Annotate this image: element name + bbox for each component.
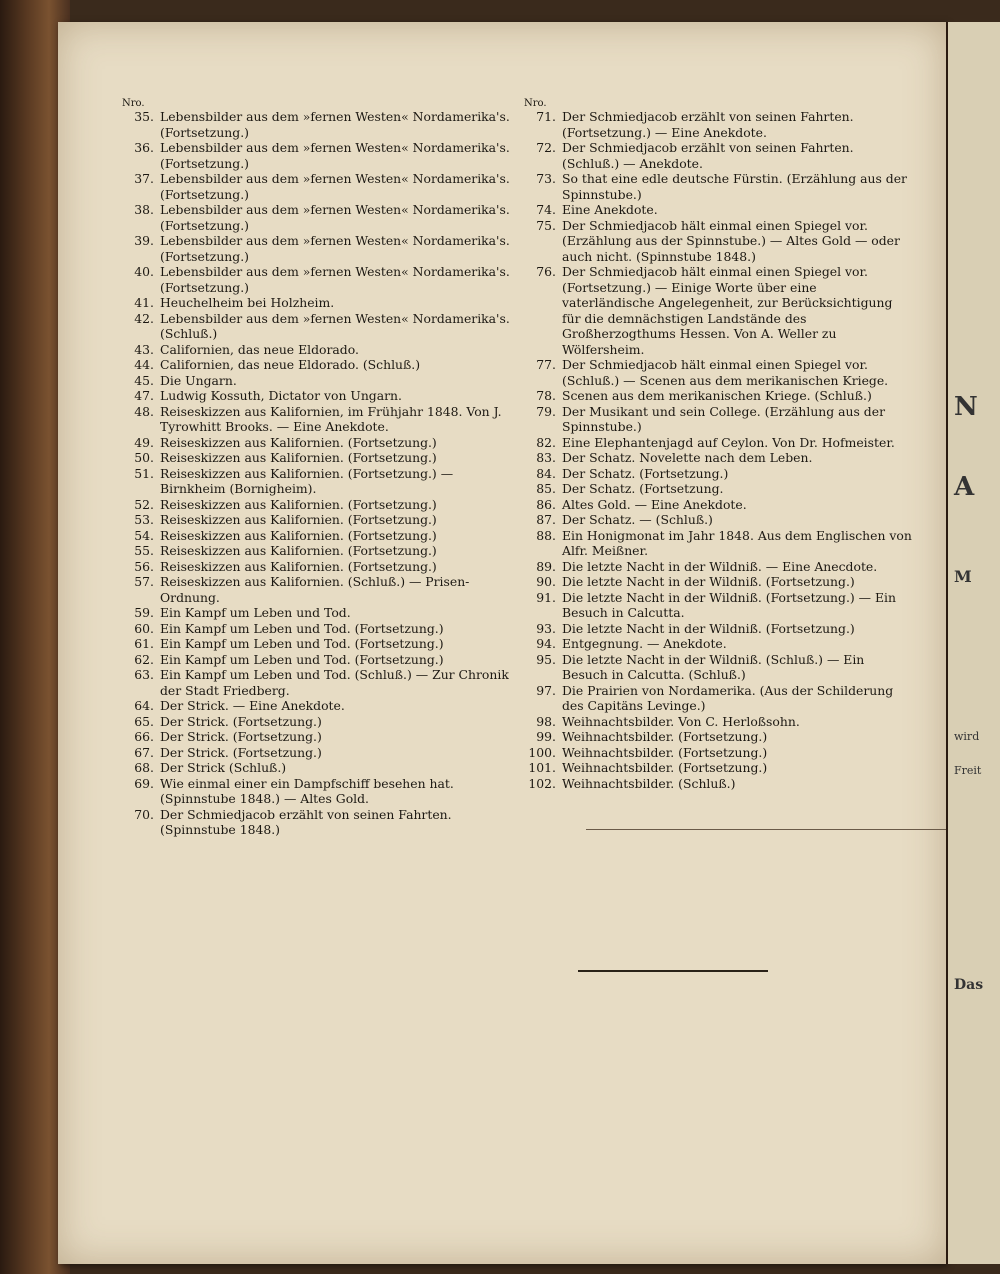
entry-number: 82. (536, 434, 556, 450)
contents-entry (520, 745, 912, 761)
contents-entry (520, 497, 912, 513)
entry-number: 88. (536, 527, 556, 543)
contents-entry (118, 636, 518, 652)
contents-entry (118, 543, 518, 559)
entry-number: 56. (134, 558, 154, 574)
entry-number: 86. (536, 496, 556, 512)
entry-title: Die Ungarn. (160, 372, 237, 388)
contents-entry (118, 745, 518, 761)
entry-number: 84. (536, 465, 556, 481)
edge-fragment: wird (954, 730, 980, 743)
entry-title: Der Musikant und sein College. (Erzählung aus der Spinnstube.) (562, 403, 885, 434)
contents-entry (520, 388, 912, 404)
contents-entry (118, 404, 518, 435)
contents-entry (118, 295, 518, 311)
entry-title: Reiseskizzen aus Kalifornien. (Schluß.) — Prisen-Ordnung. (160, 574, 470, 605)
entry-number: 37. (134, 171, 154, 186)
contents-entry (520, 636, 912, 652)
entry-title: Lebensbilder aus dem »fernen Westen« Nordamerika's. (Fortsetzung.) (160, 264, 510, 295)
entry-title: Weihnachtsbilder. (Schluß.) (562, 775, 736, 791)
entry-number: 73. (536, 171, 556, 186)
entry-title: Weihnachtsbilder. Von C. Herloßsohn. (562, 713, 800, 729)
entry-number: 64. (134, 698, 154, 713)
contents-entry (118, 109, 518, 140)
entry-number: 44. (134, 357, 154, 372)
contents-entry (520, 590, 912, 621)
entry-title: Der Schmiedjacob erzählt von seinen Fahrten. (Fortsetzung.) — Eine Anekdote. (562, 109, 854, 140)
contents-entry (118, 698, 518, 714)
contents-entry (118, 497, 518, 513)
contents-entry (118, 807, 518, 838)
entry-number: 69. (134, 775, 154, 791)
entry-number: 66. (134, 729, 154, 744)
entry-number: 72. (536, 140, 556, 155)
entry-number: 101. (528, 760, 556, 775)
entry-title: Lebensbilder aus dem »fernen Westen« Nordamerika's. (Fortsetzung.) (160, 233, 510, 264)
contents-entry (118, 450, 518, 466)
contents-entry (520, 574, 912, 590)
entry-number: 47. (134, 388, 154, 403)
contents-entry (118, 171, 518, 202)
entry-title: Wie einmal einer ein Dampfschiff besehen hat. (Spinnstube 1848.) — Altes Gold. (160, 775, 454, 806)
entry-title: Reiseskizzen aus Kalifornien. (Fortsetzung.) (160, 450, 437, 465)
entry-number: 76. (536, 264, 556, 279)
entry-title: Weihnachtsbilder. (Fortsetzung.) (562, 760, 768, 775)
contents-entry (520, 109, 912, 140)
contents-entry (118, 388, 518, 404)
entry-title: Lebensbilder aus dem »fernen Westen« Nordamerika's. (Fortsetzung.) (160, 140, 510, 171)
entry-number: 74. (536, 202, 556, 217)
entry-title: Reiseskizzen aus Kalifornien, im Frühjahr 1848. Von J. Tyrowhitt Brooks. — Eine Anekdote. (160, 403, 502, 434)
entry-title: Der Schmiedjacob erzählt von seinen Fahrten. (Schluß.) — Anekdote. (562, 140, 854, 171)
contents-entry (520, 404, 912, 435)
entry-title: Der Schmiedjacob hält einmal einen Spiegel vor. (Erzählung aus der Spinnstube.) — Altes Gold — oder auch nicht. (Spinnstube 1848.) (562, 217, 900, 264)
entry-number: 99. (536, 729, 556, 744)
entry-number: 39. (134, 233, 154, 248)
entry-number: 78. (536, 388, 556, 403)
bleed-rule (578, 970, 768, 972)
entry-title: Eine Anekdote. (562, 202, 658, 217)
entry-title: Der Strick. (Fortsetzung.) (160, 729, 322, 744)
entry-title: Der Schatz. (Fortsetzung.) (562, 465, 729, 481)
contents-entry (520, 528, 912, 559)
contents-entry (520, 450, 912, 466)
contents-entry (520, 357, 912, 388)
nro-header: Nro. (524, 98, 547, 109)
contents-entry (118, 466, 518, 497)
contents-entry (118, 776, 518, 807)
entry-number: 55. (134, 543, 154, 558)
entry-number: 42. (134, 310, 154, 326)
contents-entry (118, 760, 518, 776)
contents-entry (118, 202, 518, 233)
entry-title: Reiseskizzen aus Kalifornien. (Fortsetzung.) (160, 543, 437, 558)
contents-entry (520, 729, 912, 745)
entry-title: Der Schmiedjacob erzählt von seinen Fahrten. (Spinnstube 1848.) (160, 806, 452, 837)
entry-title: Reiseskizzen aus Kalifornien. (Fortsetzung.) (160, 496, 437, 512)
entry-title: Lebensbilder aus dem »fernen Westen« Nordamerika's. (Fortsetzung.) (160, 202, 510, 233)
entry-number: 63. (134, 667, 154, 682)
entry-title: Ein Honigmonat im Jahr 1848. Aus dem Englischen von Alfr. Meißner. (562, 527, 912, 558)
contents-entry (118, 729, 518, 745)
entry-title: Die letzte Nacht in der Wildniß. — Eine Anecdote. (562, 558, 878, 574)
entry-title: Die letzte Nacht in der Wildniß. (Fortsetzung.) (562, 574, 855, 589)
entry-number: 52. (134, 496, 154, 512)
edge-fragment: M (954, 567, 972, 586)
entry-number: 36. (134, 140, 154, 155)
entry-number: 79. (536, 403, 556, 419)
entry-title: Der Schatz. Novelette nach dem Leben. (562, 450, 813, 465)
divider-rule (586, 829, 971, 830)
entry-title: Der Schmiedjacob hält einmal einen Spiegel vor. (Fortsetzung.) — Einige Worte über eine vaterländische Angelegenheit, zur Berücksichtigung für die demnächstigen Landstände des Großherzogthums Hessen. Von A. Weller zu Wölfersheim. (562, 264, 893, 357)
contents-entry (520, 760, 912, 776)
entry-title: Reiseskizzen aus Kalifornien. (Fortsetzung.) (160, 434, 437, 450)
entry-number: 61. (134, 636, 154, 651)
entry-number: 59. (134, 605, 154, 620)
contents-entry (118, 574, 518, 605)
contents-entry (118, 435, 518, 451)
entry-title: Ein Kampf um Leben und Tod. (160, 605, 351, 620)
entry-title: Californien, das neue Eldorado. (Schluß.) (160, 357, 421, 372)
entry-title: Reiseskizzen aus Kalifornien. (Fortsetzung.) (160, 558, 437, 574)
edge-fragment: Das (954, 977, 984, 993)
entry-number: 94. (536, 636, 556, 651)
edge-fragment: A (954, 472, 975, 502)
entry-number: 50. (134, 450, 154, 465)
entry-title: Die letzte Nacht in der Wildniß. (Schluß.) — Ein Besuch in Calcutta. (Schluß.) (562, 651, 865, 682)
entry-title: Reiseskizzen aus Kalifornien. (Fortsetzung.) — Birnkheim (Bornigheim). (160, 465, 454, 496)
entry-number: 41. (134, 295, 154, 310)
nro-header: Nro. (122, 98, 145, 109)
entry-title: Die letzte Nacht in der Wildniß. (Fortsetzung.) (562, 620, 855, 636)
entry-number: 45. (134, 372, 154, 388)
entry-number: 97. (536, 682, 556, 698)
contents-column-right (520, 96, 912, 791)
entry-number: 49. (134, 434, 154, 450)
entry-number: 62. (134, 651, 154, 667)
contents-entry (118, 342, 518, 358)
entry-title: Weihnachtsbilder. (Fortsetzung.) (562, 729, 768, 744)
entry-number: 35. (134, 109, 154, 124)
entry-number: 98. (536, 713, 556, 729)
entry-title: Reiseskizzen aus Kalifornien. (Fortsetzung.) (160, 512, 437, 527)
entry-number: 77. (536, 357, 556, 372)
edge-fragment: Freit (954, 764, 982, 777)
contents-entry (118, 140, 518, 171)
contents-entry (520, 218, 912, 265)
entry-title: Der Schatz. — (Schluß.) (562, 512, 713, 527)
entry-number: 65. (134, 713, 154, 729)
entry-number: 100. (528, 744, 556, 760)
entry-number: 43. (134, 341, 154, 357)
entry-number: 71. (536, 109, 556, 124)
entry-title: Der Schatz. (Fortsetzung. (562, 481, 724, 496)
contents-entry (520, 481, 912, 497)
entry-number: 67. (134, 744, 154, 760)
entry-title: Ein Kampf um Leben und Tod. (Schluß.) — Zur Chronik der Stadt Friedberg. (160, 667, 509, 698)
contents-entry (118, 512, 518, 528)
entry-title: Lebensbilder aus dem »fernen Westen« Nordamerika's. (Schluß.) (160, 310, 510, 341)
entry-title: Weihnachtsbilder. (Fortsetzung.) (562, 744, 768, 760)
contents-entry (118, 605, 518, 621)
entry-title: Die Prairien von Nordamerika. (Aus der Schilderung des Capitäns Levinge.) (562, 682, 894, 713)
entry-number: 89. (536, 558, 556, 574)
entry-number: 60. (134, 620, 154, 636)
contents-entry (520, 776, 912, 792)
contents-entry (520, 264, 912, 357)
entry-title: Altes Gold. — Eine Anekdote. (562, 496, 747, 512)
entry-title: Lebensbilder aus dem »fernen Westen« Nordamerika's. (Fortsetzung.) (160, 171, 510, 202)
entry-title: Scenen aus dem merikanischen Kriege. (Schluß.) (562, 388, 872, 403)
entry-number: 48. (134, 403, 154, 419)
contents-entry (520, 466, 912, 482)
contents-entry (118, 652, 518, 668)
entry-number: 75. (536, 217, 556, 233)
contents-entry (520, 202, 912, 218)
entry-number: 90. (536, 574, 556, 589)
entry-number: 95. (536, 651, 556, 667)
entry-number: 38. (134, 202, 154, 217)
contents-entry (118, 559, 518, 575)
entry-title: Eine Elephantenjagd auf Ceylon. Von Dr. Hofmeister. (562, 434, 895, 450)
entry-number: 93. (536, 620, 556, 636)
entry-number: 85. (536, 481, 556, 496)
entry-title: Der Strick (Schluß.) (160, 760, 287, 775)
contents-entry (118, 667, 518, 698)
contents-entry (520, 171, 912, 202)
contents-entry (118, 357, 518, 373)
contents-column-left (118, 96, 518, 838)
entry-title: Der Strick. — Eine Anekdote. (160, 698, 345, 713)
entry-title: Ein Kampf um Leben und Tod. (Fortsetzung.) (160, 636, 444, 651)
contents-entry (118, 264, 518, 295)
contents-entry (118, 528, 518, 544)
contents-entry (520, 652, 912, 683)
adjacent-page-edge (946, 22, 1000, 1264)
entry-number: 53. (134, 512, 154, 527)
contents-entry (520, 683, 912, 714)
entry-number: 83. (536, 450, 556, 465)
entry-title: Lebensbilder aus dem »fernen Westen« Nordamerika's. (Fortsetzung.) (160, 109, 510, 140)
contents-entry (520, 512, 912, 528)
entry-number: 51. (134, 465, 154, 481)
entry-title: Ein Kampf um Leben und Tod. (Fortsetzung.) (160, 620, 444, 636)
entry-title: Californien, das neue Eldorado. (160, 341, 359, 357)
contents-entry (520, 435, 912, 451)
contents-entry (520, 559, 912, 575)
entry-number: 70. (134, 806, 154, 822)
entry-number: 91. (536, 589, 556, 605)
entry-title: Der Strick. (Fortsetzung.) (160, 744, 322, 760)
entry-number: 57. (134, 574, 154, 589)
contents-entry (520, 140, 912, 171)
entry-title: So that eine edle deutsche Fürstin. (Erzählung aus der Spinnstube.) (562, 171, 907, 202)
contents-entry (520, 714, 912, 730)
entry-number: 102. (528, 775, 556, 791)
entry-title: Der Strick. (Fortsetzung.) (160, 713, 322, 729)
entry-title: Ein Kampf um Leben und Tod. (Fortsetzung.) (160, 651, 444, 667)
edge-fragment: N (954, 392, 978, 422)
entry-title: Die letzte Nacht in der Wildniß. (Fortsetzung.) — Ein Besuch in Calcutta. (562, 589, 897, 620)
contents-entry (118, 373, 518, 389)
entry-title: Reiseskizzen aus Kalifornien. (Fortsetzung.) (160, 527, 437, 543)
entry-number: 87. (536, 512, 556, 527)
entry-title: Heuchelheim bei Holzheim. (160, 295, 335, 310)
contents-entry (118, 311, 518, 342)
entry-title: Der Schmiedjacob hält einmal einen Spiegel vor. (Schluß.) — Scenen aus dem merikanischen Kriege. (562, 357, 889, 388)
contents-entry (118, 714, 518, 730)
entry-title: Entgegnung. — Anekdote. (562, 636, 727, 651)
contents-entry (118, 621, 518, 637)
entry-number: 68. (134, 760, 154, 775)
entry-number: 54. (134, 527, 154, 543)
entry-number: 40. (134, 264, 154, 279)
contents-entry (520, 621, 912, 637)
entry-title: Ludwig Kossuth, Dictator von Ungarn. (160, 388, 402, 403)
contents-entry (118, 233, 518, 264)
